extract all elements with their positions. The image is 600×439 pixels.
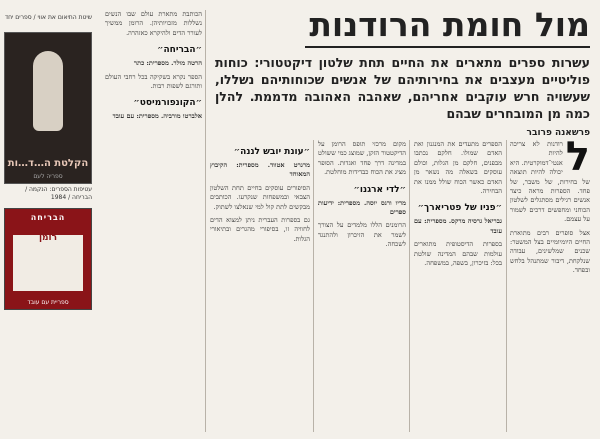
- book-info: אלברטו מורביה. מספרית: עם עובד: [112, 112, 202, 121]
- statue-figure-icon: [33, 51, 63, 131]
- book-cover-image: [4, 208, 92, 310]
- cover-caption: עטיפות הספרים: הנקמה / הבריחה / 1984: [25, 186, 92, 201]
- article-column-3: [318, 140, 406, 435]
- paragraph: הספר נקרא בשקיקה בכל רחבי העולם ותורגם לשפות רבות.: [105, 72, 202, 91]
- column-divider: [506, 140, 507, 432]
- book-subhead: ״פניו של פטריארך״: [417, 203, 502, 214]
- cover-publisher: ספריה לעם: [33, 173, 63, 180]
- cover-band: [13, 235, 83, 291]
- paragraph: הסיפורים עוסקים בחיים תחת השלטון הצבאי ובמשפחות שנקרעו. הכותבים מבקשים לתת קול למי שנאלצו לשתוק.: [210, 183, 310, 211]
- paragraph: גם בספרות העברית ניתן למצוא הדים לחוויה זו, בסיפורי מהגרים ובתיאורי הגלות.: [210, 216, 310, 243]
- article-column-5: [105, 10, 202, 435]
- book-info: מרגרט אטווד. מספרית: הקיבוץ המאוחד: [210, 161, 310, 179]
- column-divider: [409, 140, 410, 432]
- cover-band-text: רומן: [38, 233, 58, 243]
- book-subhead: ״לדי ארגנו״: [353, 184, 406, 195]
- column-divider: [205, 10, 206, 432]
- book-cover-image: [4, 32, 92, 184]
- paragraph: הכותבת מתארת עולם שבו הנשים נשללות מזכויותיהן. הרומן ממשיך לעורר הדים ולהיקרא כאזהרה.: [105, 10, 202, 37]
- paragraph: מקום מרכזי תופס הרומן על הדיקטטור הזקן, שמוצג כמי ששולט במדינה דרך פחד ואגדות. הסופר מציג את הכוח כבדידות מוחלטת.: [318, 140, 406, 177]
- headline: מול חומת הרודנות: [305, 4, 590, 48]
- byline: פרשאנה פרובר: [526, 128, 590, 138]
- paragraph: הרומנים הללו מלמדים על הצורך לשמר את הזיכרון ולהתנגד לשכחה.: [318, 221, 406, 249]
- book-info: גבריאל גרסיה מרקס. מספרית: עם עובד: [414, 217, 502, 235]
- cover-title: הבריחה: [30, 213, 66, 222]
- cover-title: הקלטת ה…ד…ות: [7, 158, 89, 169]
- deck-subheadline: עשרות ספרים מתארים את החיים תחת שלטון דיקטטורי: כוחות פוליטיים מעצבים את בחירותיהם של אנשים שכוחותיהם נשללו, שעשויה חרש עוקבים אחריהם, שאהבה האהובה מדממת. להלן כמה מן המובחרים שבהם: [215, 55, 590, 121]
- book-subhead: ״עונת יובש לננה״: [233, 147, 310, 157]
- article-column-4: [210, 140, 310, 435]
- article-column-1: [510, 140, 590, 435]
- paragraph: אצל סופרים רבים מתוארת החיים היומיומיים בצל המשטר: שכנים שמלשינים, עבודה שנלקחת, דיבור שמתנהל בלחש ובפחד.: [510, 228, 590, 275]
- paragraph: הספרים מתעדים את המנגנון ואת האדם שמולו. חלקם נכתבו מבפנים, חלקם מן הגלות, וכולם עוסקים בשאלה מה נשאר מן האדם כאשר הכוח שולל ממנו את הבחירה.: [414, 140, 502, 196]
- book-info: מריו ורגס יוסה. מספרית: ידיעות ספרים: [318, 198, 406, 217]
- article-column-2: [414, 140, 502, 435]
- drop-cap: ל: [565, 140, 590, 180]
- cover-credit: שיטת התיאום את אווי / ספרים יחד: [4, 14, 92, 21]
- book-subhead: ״הבריחה״: [157, 45, 202, 56]
- column-divider: [313, 140, 314, 432]
- paragraph: רודנות לא צריכה להיות אנטי־דמוקרטית. היא יכולה להיות תוצאה של בחירות, של משבר, של פחד. הספרות מראה כיצד אנשים רגילים מסתגלים לשלטון הכוחני ומחפשים דרכים לשמור על עצמם.: [510, 140, 590, 224]
- book-info: הרטה מולר. מספרית: כתר: [133, 59, 202, 68]
- book-subhead: ״הקונפורמיסט״: [133, 98, 202, 109]
- cover-publisher: ספריית עם עובד: [27, 299, 69, 306]
- paragraph: בספרות הדיסטופית מתוארים עולמות שבהם המדינה שולטת בכל: בזיכרון, בשפה, במשפחה.: [414, 240, 502, 268]
